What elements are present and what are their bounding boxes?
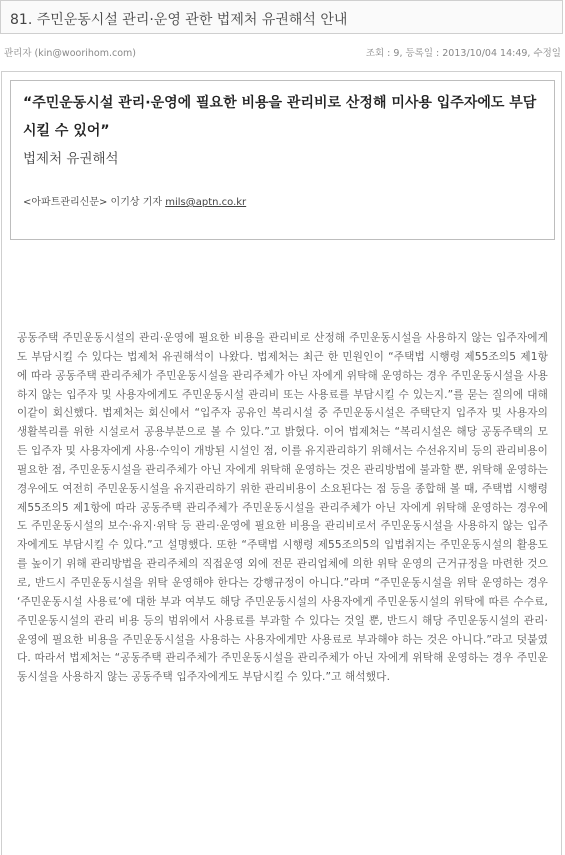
- post-stats: 조회 : 9, 등록일 : 2013/10/04 14:49, 수정일: [365, 48, 561, 59]
- post-meta: [0, 42, 563, 62]
- post-title-bar: [0, 0, 563, 34]
- article-byline: [23, 193, 246, 208]
- byline-source: <아파트관리신문> 이기상 기자: [23, 197, 166, 208]
- article-body: 공동주택 주민운동시설의 관리·운영에 필요한 비용을 관리비로 산정해 주민운동시설을 사용하지 않는 입주자에게도 부담시킬 수 있다는 법제처 유권해석이 나왔다. 법제처는 최근 한 민원인이 “주택법 시행령 제55조의5 제1항에 따라 공동주택 관리주체가 주민운동시설을 관리주체가 아닌 자에게 위탁해 운영하는 경우 주민운동시설을 사용하지 않는 입주자 및 사용자에게도 주민운동시설 관리비 또는 사용료를 부담시킬 수 있는지.”를 묻는 질의에 대해 이같이 회신했다. 법제처는 회신에서 “입주자 공유인 복리시설 중 주민운동시설은 주택단지 입주자 및 사용자의 생활복리를 위한 시설로서 공용부분으로 볼 수 있다.”고 밝혔다. 이어 법제처는 “복리시설은 해당 공동주택의 모든 입주자 및 사용자에게 사용·수익이 개방된 시설인 점, 이를 유지관리하기 위해서는 수선유지비 등의 관리비용이 필요한 점, 주민운동시설을 관리주체가 아닌 자에게 위탁해 운영하는 것은 관리방법에 불과할 뿐, 위탁해 운영하는 경우에도 여전히 주민운동시설을 유지관리하기 위한 관리비용이 소요된다는 점 등을 종합해 볼 때, 주택법 시행령 제55조의5 제1항에 따라 공동주택 관리주체가 주민운동시설을 관리주체가 아닌 자에게 위탁해 운영하는 경우에도 주민운동시설의 보수·유지·위탁 등 관리·운영에 필요한 비용을 관리비로서 주민운동시설을 사용하지 않는 입주자에게도 부담시킬 수 있다.”고 설명했다. 또한 “주택법 시행령 제55조의5의 입법취지는 주민운동시설의 활용도를 높이기 위해 관리방법을 관리주체의 직접운영 외에 전문 관리업체에 의한 위탁 운영의 근거규정을 마련한 것으로, 반드시 주민운동시설을 위탁 운영해야 한다는 강행규정이 아니다.”라며 “주민운동시설을 위탁 운영하는 경우 ‘주민운동시설 사용료’에 대한 부과 여부도 해당 주민운동시설의 사용자에게 주민운동시설의 위탁에 따른 수수료, 주민운동시설의 관리 비용 등의 범위에서 사용료를 부과할 수 있다는 것일 뿐, 반드시 해당 주민운동시설의 관리·운영에 필요한 비용을 주민운동시설을 사용하는 사용자에게만 사용료로 부과해야 하는 것은 아니다.”라고 덧붙였다. 따라서 법제처는 “공동주택 관리주체가 주민운동시설을 관리주체가 아닌 자에게 위탁해 운영하는 경우 주민운동시설을 사용하지 않는 공동주택 입주자에게도 부담시킬 수 있다.”고 해석했다.: [17, 332, 548, 684]
- article-subhead: 법제처 유권해석: [23, 151, 119, 167]
- article-container: [1, 71, 562, 855]
- article-headline: “주민운동시설 관리·운영에 필요한 비용을 관리비로 산정해 미사용 입주자에도 부담시킬 수 있어”: [23, 95, 537, 139]
- headline-box: [10, 80, 555, 240]
- reporter-email-link[interactable]: mils@aptn.co.kr: [165, 197, 247, 208]
- post-title: 81. 주민운동시설 관리·운영 관한 법제처 유권해석 안내: [10, 12, 348, 28]
- author-info: 관리자 (kin@woorihom.com): [4, 48, 136, 59]
